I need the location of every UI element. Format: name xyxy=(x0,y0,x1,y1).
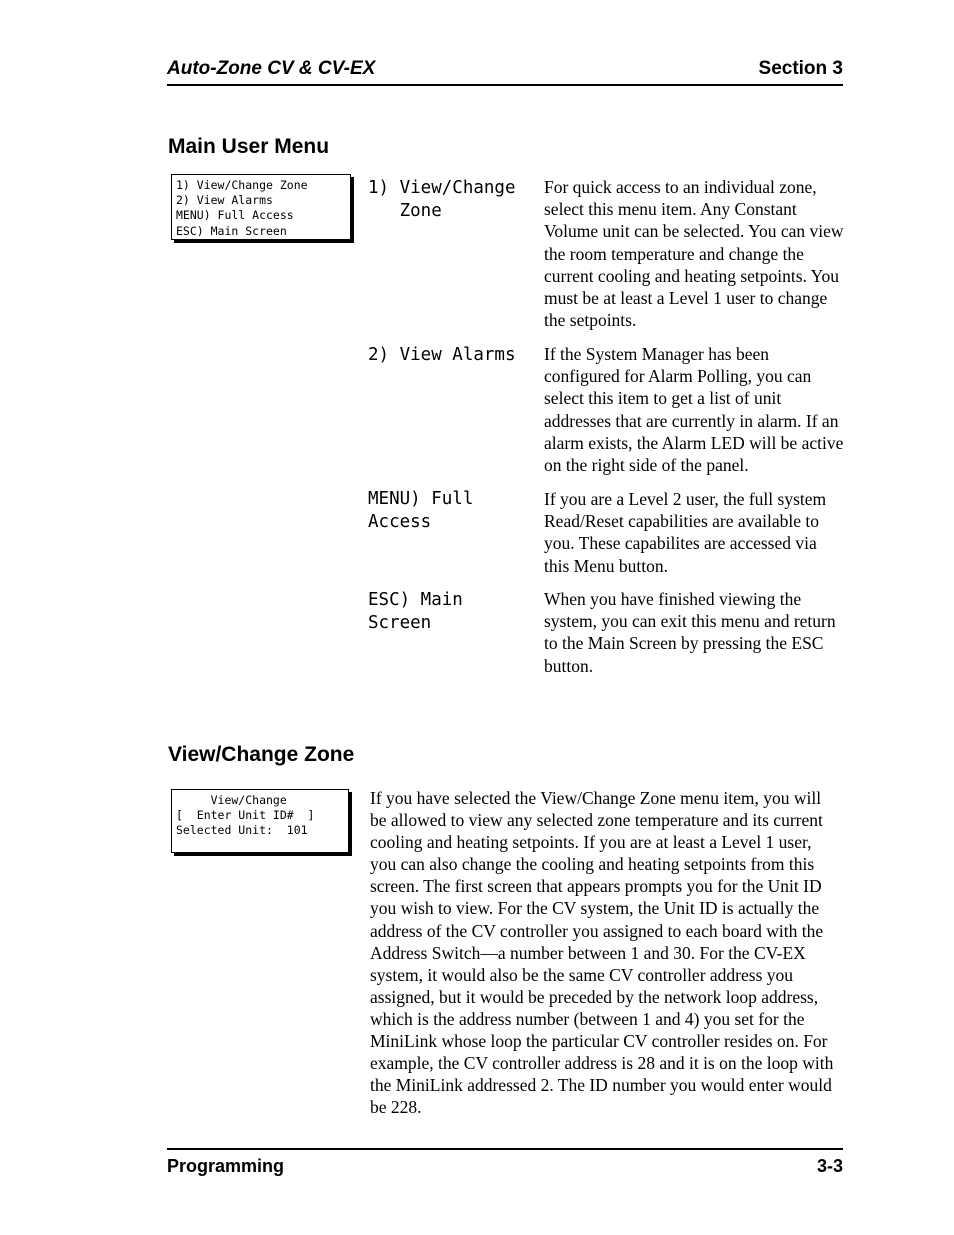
menu-desc-main-screen: When you have finished viewing the system, you can exit this menu and return to the Main Screen by pressing the ESC button. xyxy=(544,589,836,676)
section-title-view-change-zone: View/Change Zone xyxy=(168,743,355,766)
lcd-main-menu: 1) View/Change Zone 2) View Alarms MENU) Full Access ESC) Main Screen xyxy=(171,174,351,240)
menu-term-view-alarms: 2) View Alarms xyxy=(368,345,516,365)
view-change-paragraph: If you have selected the View/Change Zone menu item, you will be allowed to view any selected zone temperature and its current cooling and heating setpoints. If you are at least a Level 1 user, you can also change the cooling and heating setpoints from this screen. The first screen that appears prompts you for the Unit ID you wish to view. For the CV system, the Unit ID is actually the address of the CV controller you assigned to each board with the Address Switch—a number between 1 and 30. For the CV-EX system, it would also be the same CV controller address you assigned, but it would be preceded by the network loop address, which is the address number (between 1 and 4) you set for the MiniLink whose loop the particular CV controller resides on. For example, the CV controller address is 28 and it is on the loop with the MiniLink addressed 2. The ID number you would enter would be 228. xyxy=(370,788,834,1118)
lcd-view-change: View/Change [ Enter Unit ID# ] Selected Unit: 101 xyxy=(171,789,349,853)
header-title: Auto-Zone CV & CV-EX xyxy=(167,58,376,79)
section-title-main-user-menu: Main User Menu xyxy=(168,135,330,158)
menu-desc-full-access: If you are a Level 2 user, the full system Read/Reset capabilities are available to you. These capabilites are accessed via this Menu button. xyxy=(544,489,827,576)
menu-term-view-change: 1) View/Change Zone xyxy=(368,178,516,221)
page-header xyxy=(167,58,843,86)
menu-desc-view-change: For quick access to an individual zone, select this menu item. Any Constant Volume unit can be selected. You can view the room temperature and change the current cooling and heating setpoints. You must be at least a Level 1 user to change the setpoints. xyxy=(544,177,844,331)
menu-desc-view-alarms: If the System Manager has been configured for Alarm Polling, you can select this item to get a list of unit addresses that are currently in alarm. If an alarm exists, the Alarm LED will be active on the right side of the panel. xyxy=(544,344,844,476)
menu-term-full-access: MENU) Full Access xyxy=(368,489,474,532)
footer-chapter: Programming xyxy=(167,1156,285,1176)
header-section: Section 3 xyxy=(758,58,843,79)
menu-term-main-screen: ESC) Main Screen xyxy=(368,590,463,633)
page-footer xyxy=(167,1148,843,1176)
footer-page-number: 3-3 xyxy=(816,1156,843,1176)
